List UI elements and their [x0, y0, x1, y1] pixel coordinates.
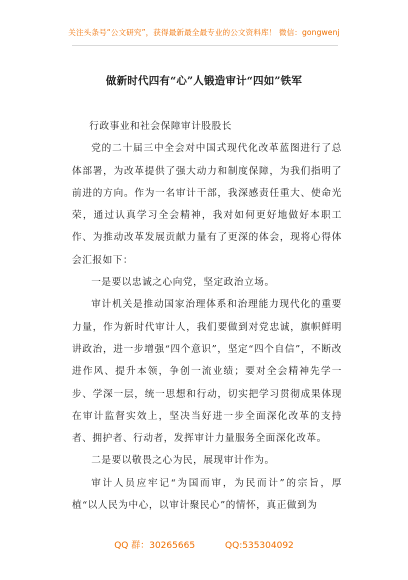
paragraph: 审计人员应牢记“为国而审，为民而计”的宗旨，厚植“以人民为中心，以审计聚民心”的情怀，真正做到为 — [72, 477, 342, 512]
document-body — [72, 116, 342, 517]
footer-qq-group: QQ 群：30265665 — [114, 541, 196, 551]
paragraph: 党的二十届三中全会对中国式现代化改革蓝图进行了总体部署，为改革提供了强大动力和制度保障，为我们指明了前进的方向。作为一名审计干部，我深感责任重大、使命光荣，通过认真学习全会精神，我对如何更好地做好本职工作、为推动改革发展贡献力量有了更深的体会，现将心得体会汇报如下： — [72, 143, 342, 266]
document-title: 做新时代四有“心”人锻造审计“四如”铁军 — [105, 75, 303, 87]
author-line: 行政事业和社会保障审计股股长 — [89, 121, 232, 132]
paragraph: 审计机关是推动国家治理体系和治理能力现代化的重要力量，作为新时代审计人，我们要做到对党忠诚，旗帜鲜明讲政治，进一步增强“四个意识”，坚定“四个自信”，不断改进作风、提升本领，争创一流业绩；要对全会精神先学一步、学深一层，统一思想和行动，切实把学习贯彻成果体现在审计监督实效上，坚决当好进一步全面深化改革的支持者、拥护者、行动者，发挥审计力量服务全面深化改革。 — [72, 299, 342, 445]
header-divider — [72, 45, 338, 46]
footer — [0, 538, 408, 551]
paragraph: 二是要以敬畏之心为民，展现审计作为。 — [91, 455, 275, 467]
footer-qq: QQ:535304092 — [225, 541, 294, 551]
paragraph: 一是要以忠诚之心向党，坚定政治立场。 — [91, 277, 275, 289]
header-banner: 关注头条号“公文研究”，获得最新最全最专业的公文资料库！ 微信：gongwenj — [68, 28, 340, 37]
